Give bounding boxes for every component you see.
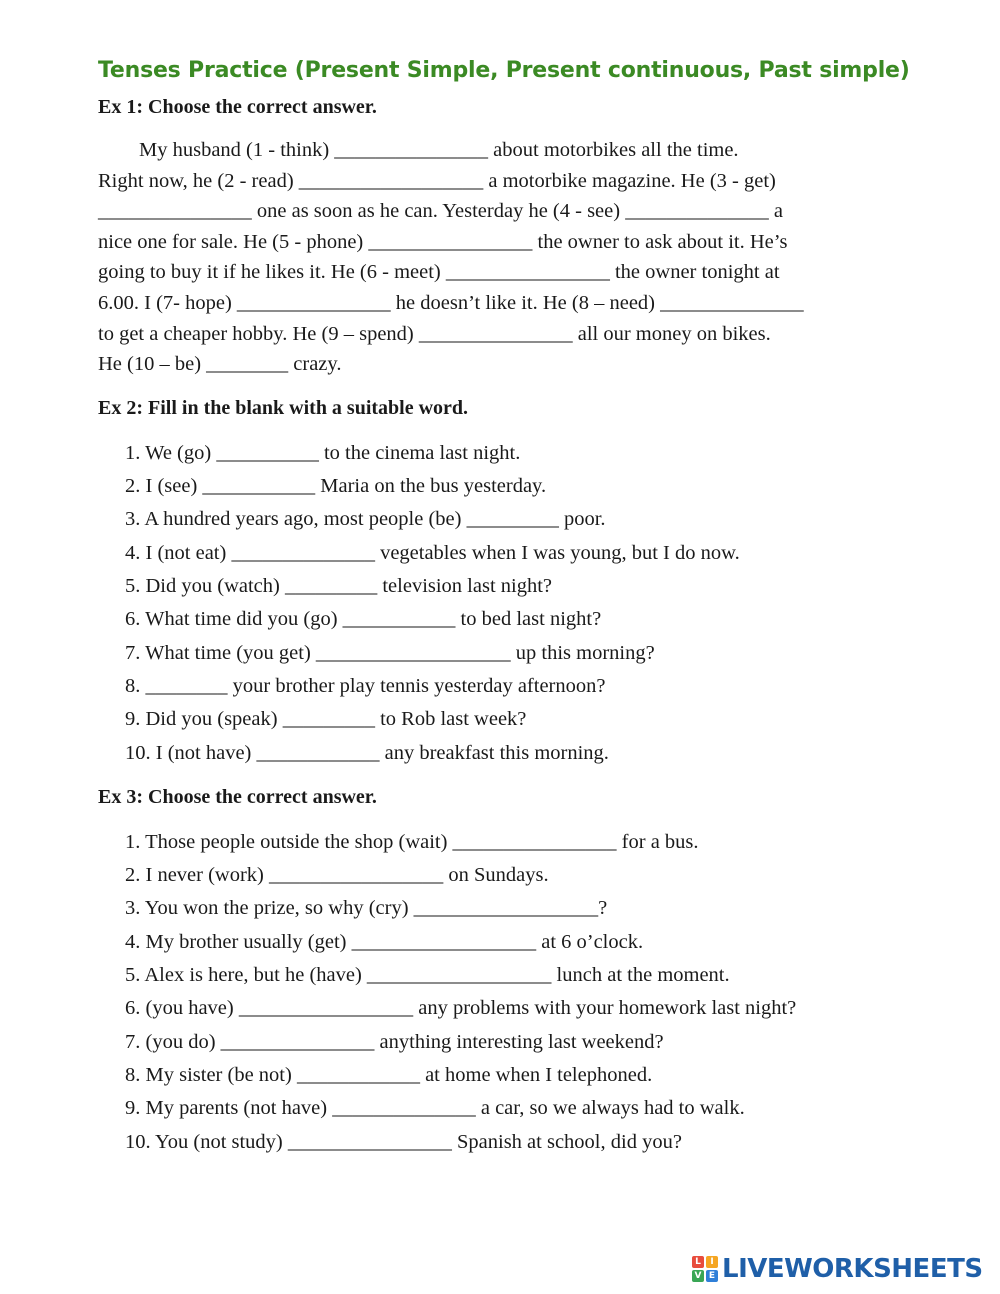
ex1-line: Right now, he (2 - read) __________________ a motorbike magazine. He (3 - get) (98, 170, 776, 192)
ex2-item: 8. ________ your brother play tennis yesterday afternoon? (125, 675, 606, 697)
ex3-item: 4. My brother usually (get) __________________ at 6 o’clock. (125, 931, 644, 953)
brand-name: LIVEWORKSHEETS (722, 1254, 983, 1284)
ex3-item: 1. Those people outside the shop (wait) ________________ for a bus. (125, 831, 699, 853)
logo-letter: V (692, 1270, 704, 1282)
page-title: Tenses Practice (Present Simple, Present continuous, Past simple) (98, 58, 910, 83)
ex1-line: My husband (1 - think) _______________ about motorbikes all the time. (98, 139, 739, 161)
ex1-line: to get a cheaper hobby. He (9 – spend) _______________ all our money on bikes. (98, 323, 771, 345)
ex3-heading: Ex 3: Choose the correct answer. (98, 786, 377, 808)
logo-letter: I (706, 1256, 718, 1268)
ex1-line: 6.00. I (7- hope) _______________ he doesn’t like it. He (8 – need) ______________ (98, 292, 804, 314)
liveworksheets-logo[interactable] (692, 1253, 983, 1285)
ex3-item: 7. (you do) _______________ anything interesting last weekend? (125, 1031, 664, 1053)
ex2-item: 7. What time (you get) ___________________ up this morning? (125, 642, 655, 664)
ex3-item: 10. You (not study) ________________ Spanish at school, did you? (125, 1131, 682, 1153)
logo-icon (692, 1256, 718, 1282)
ex3-item: 3. You won the prize, so why (cry) __________________? (125, 897, 608, 919)
ex2-item: 4. I (not eat) ______________ vegetables when I was young, but I do now. (125, 542, 740, 564)
ex2-item: 2. I (see) ___________ Maria on the bus yesterday. (125, 475, 547, 497)
ex1-line: _______________ one as soon as he can. Yesterday he (4 - see) ______________ a (98, 200, 783, 222)
ex2-item: 1. We (go) __________ to the cinema last night. (125, 442, 521, 464)
ex3-item: 8. My sister (be not) ____________ at home when I telephoned. (125, 1064, 653, 1086)
ex1-line: He (10 – be) ________ crazy. (98, 353, 342, 375)
ex2-item: 3. A hundred years ago, most people (be) _________ poor. (125, 508, 606, 530)
ex2-heading: Ex 2: Fill in the blank with a suitable word. (98, 397, 469, 419)
ex3-item: 5. Alex is here, but he (have) __________________ lunch at the moment. (125, 964, 730, 986)
ex2-item: 6. What time did you (go) ___________ to bed last night? (125, 608, 602, 630)
ex1-line: going to buy it if he likes it. He (6 - meet) ________________ the owner tonight at (98, 261, 780, 283)
ex2-item: 5. Did you (watch) _________ television last night? (125, 575, 553, 597)
ex3-item: 9. My parents (not have) ______________ a car, so we always had to walk. (125, 1097, 745, 1119)
ex1-line: nice one for sale. He (5 - phone) ________________ the owner to ask about it. He’s (98, 231, 788, 253)
ex3-item: 6. (you have) _________________ any problems with your homework last night? (125, 997, 797, 1019)
ex3-item: 2. I never (work) _________________ on Sundays. (125, 864, 549, 886)
ex2-item: 9. Did you (speak) _________ to Rob last week? (125, 708, 527, 730)
logo-letter: L (692, 1256, 704, 1268)
ex2-item: 10. I (not have) ____________ any breakfast this morning. (125, 742, 609, 764)
logo-letter: E (706, 1270, 718, 1282)
ex1-heading: Ex 1: Choose the correct answer. (98, 96, 377, 118)
